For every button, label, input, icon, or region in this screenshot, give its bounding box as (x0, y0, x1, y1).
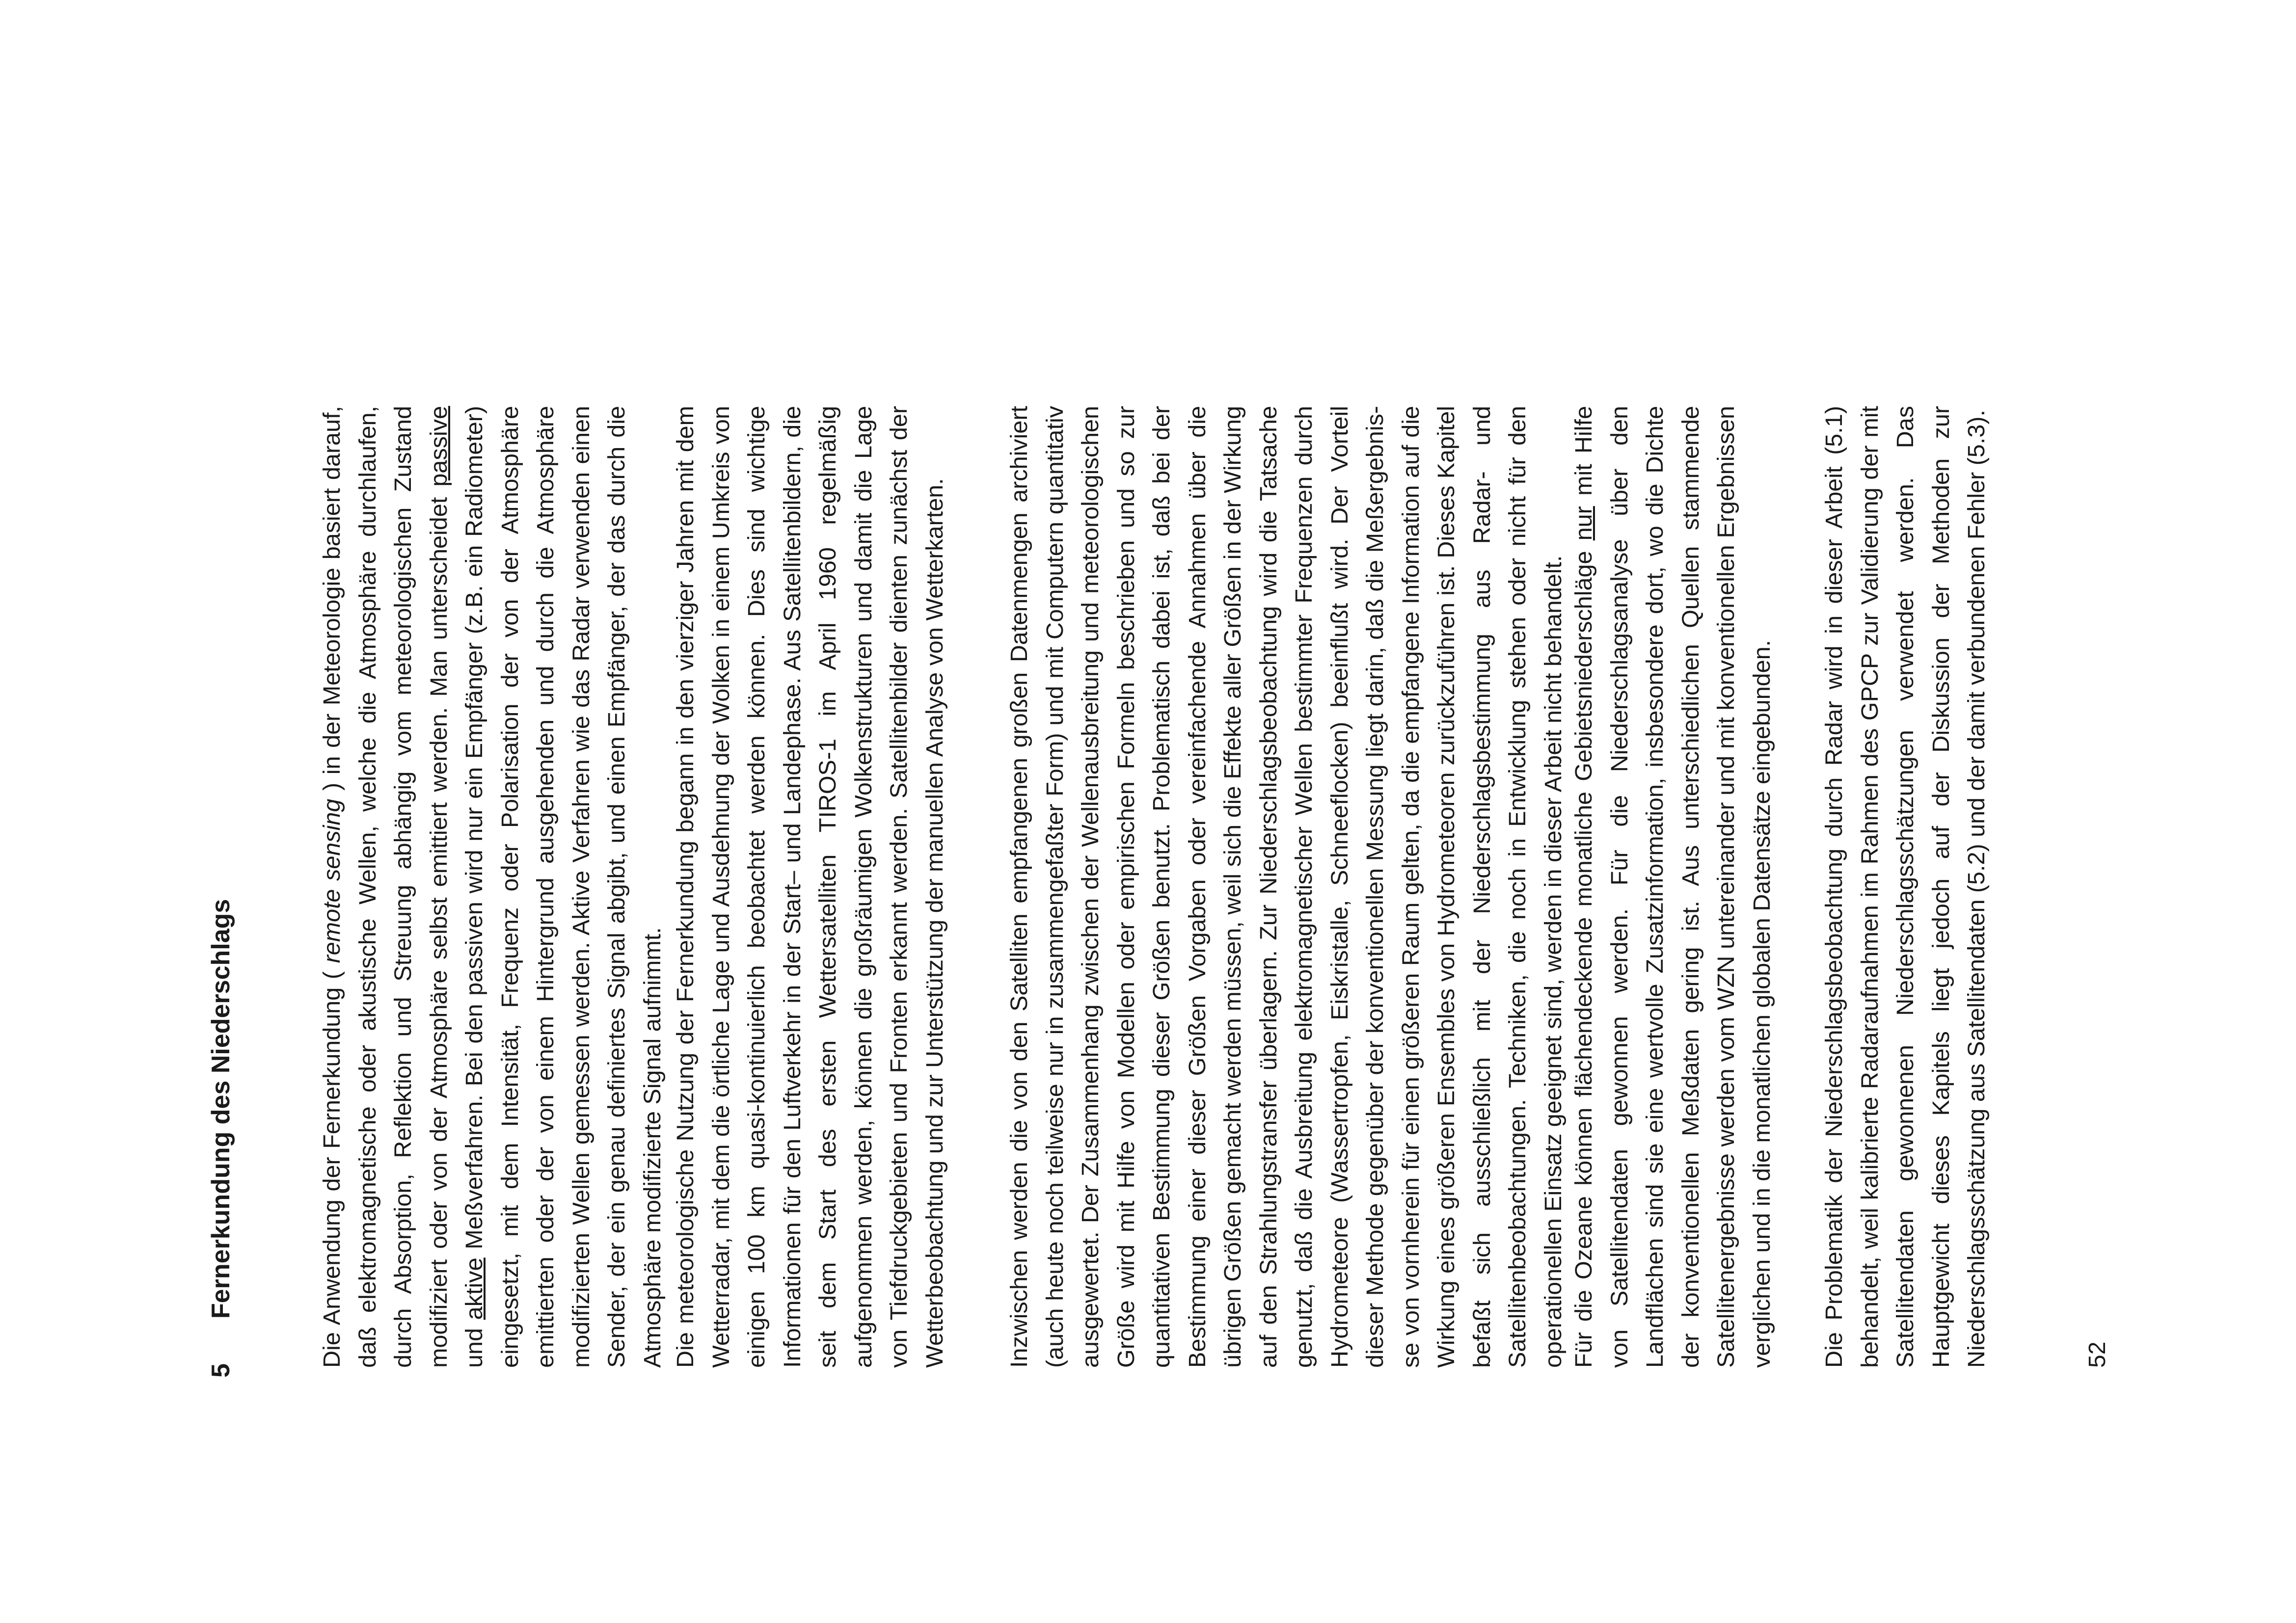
paragraph-1 (314, 406, 670, 1368)
paragraph-1-part: ) in der Meteorologie basiert darauf, daß elektromagnetische oder akustische Wellen, welche die Atmosphäre durchlaufen, durch Absorption, Reflektion und Streuung abhängig vom meteorologischen Zustand modifiziert oder von der Atmosphäre selbst emittiert werden. Man unterscheidet (319, 406, 452, 1368)
paragraph-1-term-remote-sensing: remote sensing (319, 798, 345, 963)
chapter-heading (206, 899, 236, 1378)
paragraph-4-term-nur: nur (1570, 506, 1597, 541)
paragraph-3: Inzwischen werden die von den Satelliten empfangenen großen Datenmengen archiviert (auch heute noch teilweise nur in zusammengefaßter Form) und mit Computern quantitativ ausgewertet. Der Zusammenhang zwischen der Wellenausbreitung und meteorologischen Größe wird mit Hilfe von Modellen oder empirischen Formeln beschrieben und so zur quantitativen Bestimmung dieser Größen benutzt. Problematisch dabei ist, daß bei der Bestimmung einer dieser Größen Vorgaben oder vereinfachende Annahmen über die übrigen Größen gemacht werden müssen, weil sich die Effekte aller Größen in der Wirkung auf den Strahlungstransfer überlagern. Zur Niederschlagsbeobachtung wird die Tatsache genutzt, daß die Ausbreitung elektromagnetischer Wellen bestimmter Frequenzen durch Hydrometeore (Wassertropfen, Eiskristalle, Schneeflocken) beeinflußt wird. Der Vorteil dieser Methode gegenüber der konventionellen Messung liegt darin, daß die Meßergebnisse von vornherein für einen größeren Raum gelten, da die empfangene Information auf die Wirkung eines größeren Ensembles von Hydrometeoren zurückzuführen ist. Dieses Kapitel befaßt sich ausschließlich mit der Niederschlagsbestimmung aus Radar- und Satellitenbeobachtungen. Techniken, die noch in Entwicklung stehen oder nicht für den operationellen Einsatz geeignet sind, werden in dieser Arbeit nicht behandelt. (1006, 406, 1567, 1368)
paragraph-1-term-passive: passive (425, 406, 452, 487)
page-number: 52 (2084, 1341, 2110, 1368)
paragraph-4-part: Für die Ozeane können flächendeckende monatliche Gebietsniederschläge (1570, 540, 1597, 1368)
paragraph-2: Die meteorologische Nutzung der Fernerkundung begann in den vierziger Jahren mit dem Wetterradar, mit dem die örtliche Lage und Ausdehnung der Wolken in einem Umkreis von einigen 100 km quasi-kontinuierlich beobachtet werden können. Dies sind wichtige Informationen für den Luftverkehr in der Start– und Landephase. Aus Satellitenbildern, die seit dem Start des ersten Wettersatelliten TIROS-1 im April 1960 regelmäßig aufgenommen werden, können die großräumigen Wolkenstrukturen und damit die Lage von Tiefdruckgebieten und Fronten erkannt werden. Satellitenbilder dienten zunächst der Wetterbeobachtung und zur Unterstützung der manuellen Analyse von Wetterkarten. (672, 406, 948, 1368)
paragraph-1-part: Meßverfahren. Bei den passiven wird nur ein Empfänger (z.B. ein Radiometer) eingesetzt, mit dem Intensität, Frequenz oder Polarisation der von der Atmosphäre emittierten oder der von einem Hintergrund ausgehenden und durch die Atmosphäre modifizierten Wellen gemessen werden. Aktive Verfahren wie das Radar verwenden einen Sender, der ein genau definiertes Signal abgibt, und einen Empfänger, der das durch die Atmosphäre modifizierte Signal aufnimmt. (461, 406, 666, 1368)
chapter-number: 5 (207, 1363, 235, 1378)
paragraph-5: Die Problematik der Niederschlagsbeobachtung durch Radar wird in dieser Arbeit (5.1) behandelt, weil kalibrierte Radaraufnahmen im Rahmen des GPCP zur Validierung der mit Satellitendaten gewonnenen Niederschlagsschätzungen verwendet werden. Das Hauptgewicht dieses Kapitels liegt jedoch auf der Diskussion der Methoden zur Niederschlagsschätzung aus Satellitendaten (5.2) und der damit verbundenen Fehler (5.3). (1821, 406, 1990, 1368)
paragraph-4 (1566, 406, 1780, 1368)
chapter-title: Fernerkundung des Niederschlags (207, 899, 235, 1319)
paragraph-1-term-aktive: aktive (461, 1257, 487, 1320)
paragraph-1-part: Die Anwendung der Fernerkundung ( (319, 963, 345, 1368)
paragraph-1-part: und (461, 1320, 487, 1368)
paragraph-4-part: mit Hilfe von Satellitendaten gewonnen werden. Für die Niederschlagsanalyse über den Landflächen sind sie eine wertvolle Zusatzinformation, insbesondere dort, wo die Dichte der konventionellen Meßdaten gering ist. Aus unterschiedlichen Quellen stammende Satellitenergebnisse werden vom WZN untereinander und mit konventionellen Ergebnissen verglichen und in die monatlichen globalen Datensätze eingebunden. (1570, 406, 1775, 1368)
